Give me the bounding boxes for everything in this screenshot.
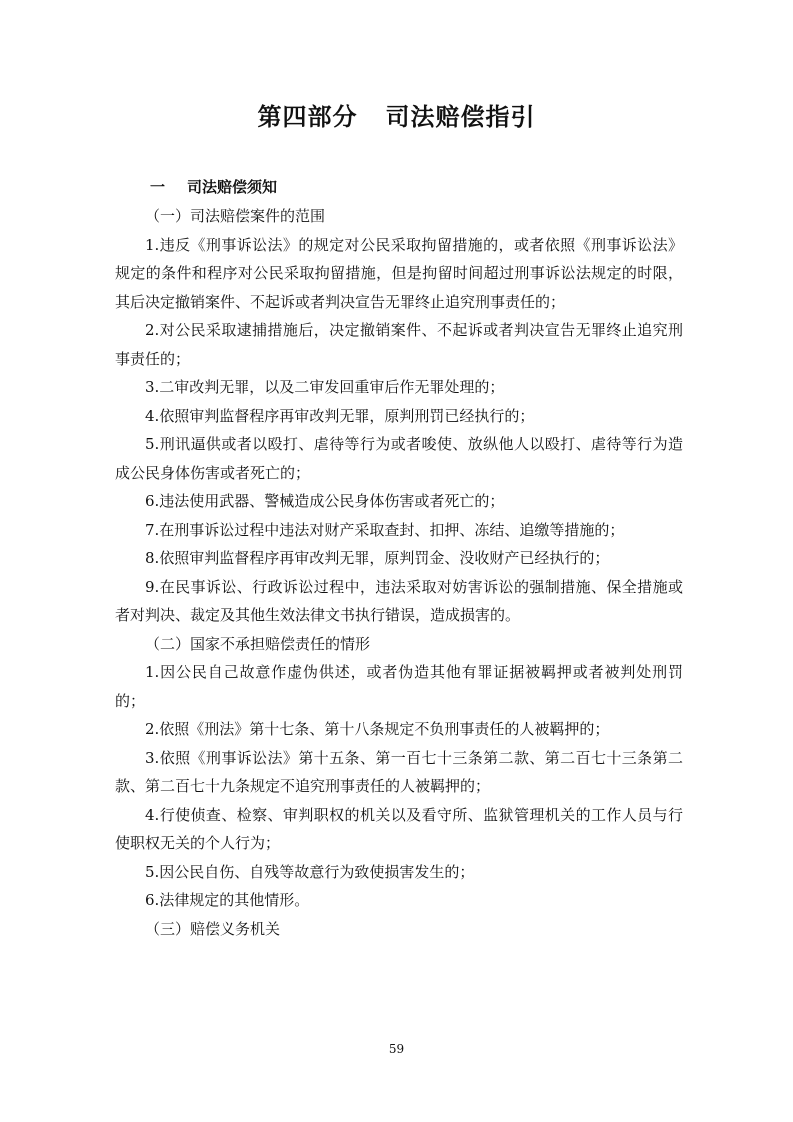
list-item: 2.依照《刑法》第十七条、第十八条规定不负刑事责任的人被羁押的； <box>145 720 610 738</box>
subsection-heading-obligor: （三）赔偿义务机关 <box>145 919 281 938</box>
section-heading <box>150 176 277 198</box>
list-item: 5.因公民自伤、自残等故意行为致使损害发生的； <box>145 862 475 881</box>
list-item: 2.对公民采取逮捕措施后，决定撤销案件、不起诉或者判决宣告无罪终止追究刑事责任的； <box>115 321 683 368</box>
body-text <box>115 202 683 943</box>
section-number: 一 <box>150 178 166 196</box>
list-item: 3.依照《刑事诉讼法》第十五条、第一百七十三条第二款、第二百七十三条第二款、第二百七十九条规定不追究刑事责任的人被羁押的； <box>115 748 683 795</box>
page-number: 59 <box>388 1042 405 1056</box>
list-item: 5.刑讯逼供或者以殴打、虐待等行为或者唆使、放纵他人以殴打、虐待等行为造成公民身体伤害或者死亡的； <box>115 435 683 482</box>
list-item: 8.依照审判监督程序再审改判无罪，原判罚金、没收财产已经执行的； <box>145 549 610 567</box>
list-item: 9.在民事诉讼、行政诉讼过程中，违法采取对妨害诉讼的强制措施、保全措施或者对判决、裁定及其他生效法律文书执行错误，造成损害的。 <box>115 577 683 624</box>
list-item: 7.在刑事诉讼过程中违法对财产采取查封、扣押、冻结、追缴等措施的； <box>145 520 625 539</box>
section-heading-text: 司法赔偿须知 <box>187 178 278 196</box>
list-item: 3.二审改判无罪，以及二审发回重审后作无罪处理的； <box>145 378 505 396</box>
subsection-heading-scope: （一）司法赔偿案件的范围 <box>145 207 326 225</box>
list-item: 4.行使侦查、检察、审判职权的机关以及看守所、监狱管理机关的工作人员与行使职权无关的个人行为； <box>115 805 683 852</box>
subsection-heading-exemptions: （二）国家不承担赔偿责任的情形 <box>145 634 371 653</box>
list-item: 1.因公民自己故意作虚伪供述，或者伪造其他有罪证据被羁押或者被判处刑罚的； <box>115 663 683 710</box>
page-title-part: 第四部分 <box>257 103 358 131</box>
page-title <box>0 100 793 134</box>
list-item: 6.违法使用武器、警械造成公民身体伤害或者死亡的； <box>145 492 505 510</box>
list-item: 1.违反《刑事诉讼法》的规定对公民采取拘留措施的，或者依照《刑事诉讼法》规定的条件和程序对公民采取拘留措施，但是拘留时间超过刑事诉讼法规定的时限，其后决定撤销案件、不起诉或者判决宣告无罪终止追究刑事责任的； <box>115 235 683 311</box>
list-item: 4.依照审判监督程序再审改判无罪，原判刑罚已经执行的； <box>145 406 535 425</box>
list-item: 6.法律规定的其他情形。 <box>145 891 310 909</box>
page-title-name: 司法赔偿指引 <box>385 103 536 131</box>
